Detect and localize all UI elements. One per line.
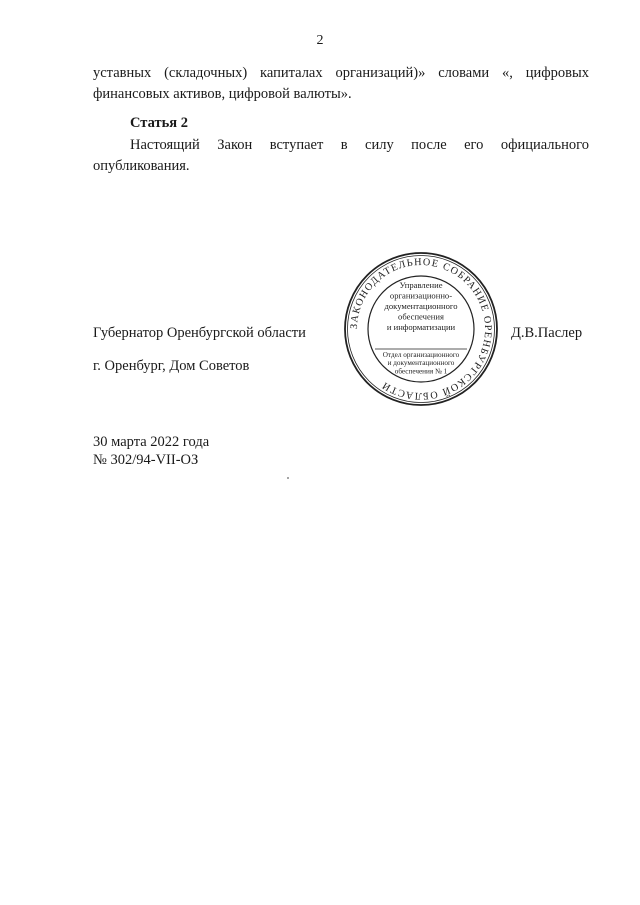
page-number: 2 (316, 33, 324, 48)
official-seal-stamp (342, 250, 500, 408)
law-number: № 302/94-VII-ОЗ (93, 452, 199, 468)
article-paragraph: Настоящий Закон вступает в силу после его официального опубликования. (93, 137, 589, 174)
seal-center-line: и информатизации (386, 322, 456, 332)
seal-bottom-line: обеспечения № 1 (394, 367, 448, 376)
continuation-paragraph: уставных (складочных) капиталах организаций)» словами «, цифровых финансовых активов, цифровой валюты». (93, 65, 589, 102)
seal-center-line: документационного (384, 301, 458, 311)
seal-bottom-line: и документационного (387, 359, 455, 368)
seal-center-line: организационно- (389, 290, 453, 301)
signatory-name: Д.В.Паслер (511, 325, 583, 341)
seal-center-text (384, 280, 457, 332)
seal-center-line: Управление (399, 280, 443, 290)
signatory-role: Губернатор Оренбургской области (93, 325, 306, 341)
scan-dot (287, 477, 289, 479)
signing-place: г. Оренбург, Дом Советов (93, 358, 250, 374)
seal-bottom-text (383, 351, 460, 375)
seal-ring-text: ЗАКОНОДАТЕЛЬНОЕ СОБРАНИЕ ОРЕНБУРГСКОЙ ОБЛАСТИ (348, 256, 494, 402)
article-heading: Статья 2 (130, 115, 188, 131)
seal-center-line: обеспечения (398, 311, 444, 322)
signing-date: 30 марта 2022 года (93, 434, 210, 450)
seal-bottom-line: Отдел организационного (382, 351, 460, 359)
